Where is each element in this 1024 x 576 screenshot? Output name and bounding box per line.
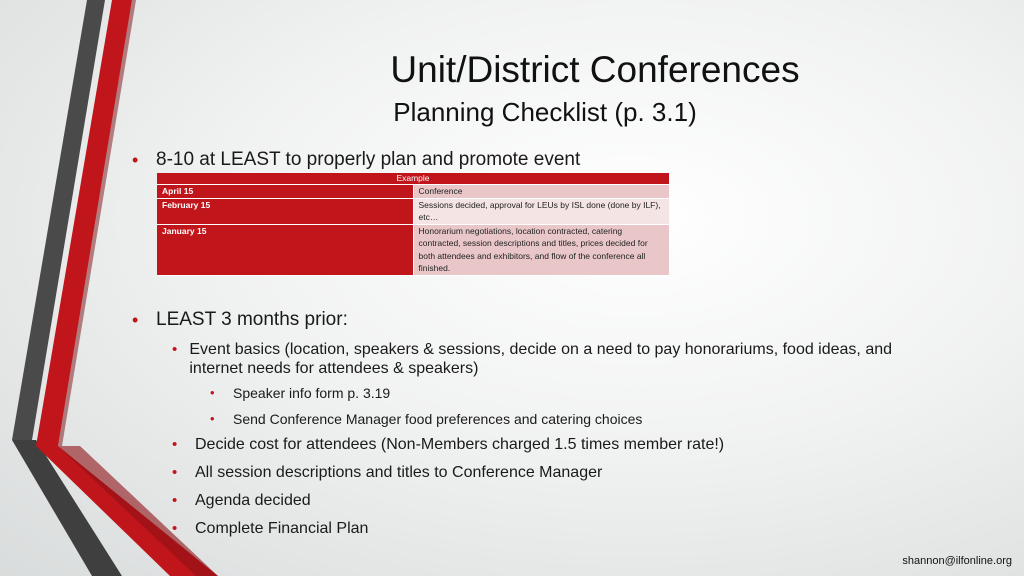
bullet-text: Decide cost for attendees (Non-Members charged 1.5 times member rate!) [195, 436, 725, 453]
red-stripe-shadow [58, 0, 136, 446]
slide-title: Unit/District Conferences [390, 49, 800, 90]
sub-bullet-item [172, 435, 942, 454]
sub-sub-bullet-item [210, 410, 642, 428]
bullet-text: All session descriptions and titles to Conference Manager [195, 464, 603, 481]
sub-bullet-item [172, 519, 942, 538]
table-desc-cell: Conference [413, 185, 669, 199]
bullet-item [132, 148, 580, 172]
table-desc-cell: Sessions decided, approval for LEUs by ISL done (done by ILF), etc… [413, 198, 669, 224]
bullet-text: Send Conference Manager food preferences and catering choices [233, 411, 643, 427]
bullet-dot-icon: • [172, 520, 178, 537]
sub-sub-bullet-item [210, 384, 390, 402]
bullet-dot-icon: • [172, 492, 178, 509]
bullet-dot-icon: • [210, 411, 215, 426]
example-table [157, 173, 669, 276]
bullet-text: Complete Financial Plan [195, 520, 369, 537]
table-row [157, 224, 669, 275]
bullet-dot-icon: • [172, 436, 178, 453]
table-date-cell: February 15 [157, 198, 413, 224]
bullet-text: 8-10 at LEAST to properly plan and promote event [156, 149, 581, 170]
bullet-text: Agenda decided [195, 492, 311, 509]
bullet-text: Speaker info form p. 3.19 [233, 385, 391, 401]
table-header: Example [157, 173, 669, 185]
bullet-text: Event basics (location, speakers & sessions, decide on a need to pay honorariums, food ideas, and internet needs for attendees & speakers) [189, 341, 893, 377]
bullet-dot-icon: • [132, 150, 139, 170]
table-date-cell: January 15 [157, 224, 413, 275]
table-row [157, 185, 669, 199]
slide-subtitle: Planning Checklist (p. 3.1) [393, 97, 697, 127]
table-row [157, 198, 669, 224]
table-desc-cell: Honorarium negotiations, location contracted, catering contracted, session descriptions and titles, prices decided for both attendees and exhibitors, and flow of the conference all finished. [413, 224, 669, 275]
bullet-item [132, 308, 348, 332]
footer-email: shannon@ilfonline.org [902, 555, 1012, 567]
bullet-dot-icon: • [172, 464, 178, 481]
bullet-text: LEAST 3 months prior: [156, 309, 348, 330]
table-date-cell: April 15 [157, 185, 413, 199]
sub-bullet-item [172, 491, 942, 510]
sub-bullet-item [172, 340, 942, 378]
bullet-dot-icon: • [172, 341, 178, 358]
bullet-dot-icon: • [210, 385, 215, 400]
bullet-dot-icon: • [132, 310, 139, 330]
sub-bullet-item [172, 463, 942, 482]
